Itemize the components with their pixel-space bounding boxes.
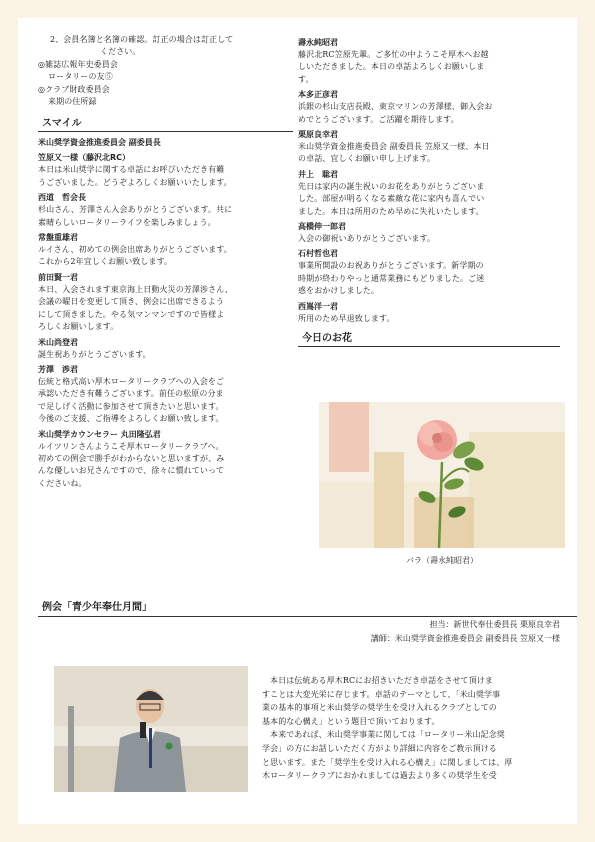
smile-entry-text: めでとうございます。ご活躍を期待します。 <box>298 114 459 124</box>
smile-entry-text: 米山奨学資金推進委員会 副委員長 笠原又一様、本日 <box>298 142 490 152</box>
smile-entry-name: 米山尚登君 <box>38 337 78 347</box>
smile-entry-text: で足しげく活動に参加させて頂きたいと思います。 <box>38 401 224 411</box>
smile-entry-name: 本多正彦君 <box>298 90 338 100</box>
smile-entry-text: うございました。どうぞよろしくお願いいたします。 <box>38 177 232 187</box>
smile-entry-text: 先日は家内の誕生祝いのお花をありがとうございま <box>298 181 485 191</box>
agenda-line: ロータリーの友⑤ <box>48 72 113 82</box>
meeting-line: 本来であれば、米山奨学事業に関しては「ロータリー米山記念奨 <box>270 730 505 740</box>
smile-entry-text: ろしくお願いします。 <box>38 322 119 332</box>
smile-entry-text: ルイさん、初めての例会出席ありがとうございます。 <box>38 245 232 255</box>
smile-entry-name: 西嶌洋一君 <box>298 301 338 311</box>
flower-photo <box>319 402 565 548</box>
agenda-line: ◎クラブ財政委員会 <box>38 84 110 94</box>
agenda-line: 来期の住所録 <box>48 97 97 107</box>
smile-entry-text: んな優しいお兄さんですので、徐々に慣れていって <box>38 466 225 476</box>
meeting-line: 学会」の方にお話しいただく方がより詳細に内容をご教示頂ける <box>262 743 497 753</box>
meeting-line: 本日は伝統ある厚木RCにお招きいただき卓話をさせて頂けま <box>270 676 493 685</box>
agenda-block <box>38 34 293 108</box>
smile-entry-name: 笠原又一様（藤沢北RC） <box>38 153 131 163</box>
smile-entries-right <box>298 36 560 325</box>
meeting-heading: 例会「青少年奉仕月間」 <box>38 596 577 617</box>
smile-entry-name: 常盤重雄君 <box>38 233 78 243</box>
smile-entry-text: にして頂きました。やる気マンマンですので皆様よ <box>38 309 225 319</box>
right-column <box>298 34 560 351</box>
smile-entry-name: 井上 聡君 <box>298 169 338 179</box>
smile-entry-text: 会議の曜日を変更して頂き、例会に出席できるよう <box>38 297 224 307</box>
meeting-in-charge: 担当：新世代奉仕委員長 栗原良幸君 <box>429 620 560 629</box>
meeting-line: すことは大変光栄に存じます。卓話のテーマとして、「米山奨学事 <box>262 689 501 699</box>
speaker-image <box>54 666 248 792</box>
smile-entry-text: の卓話、宜しくお願い申し上げます。 <box>298 154 436 164</box>
smile-entry-text: 本日は米山奨学に関する卓話にお呼びいただき有難 <box>38 165 225 175</box>
smile-entry-text: しいただきました。本日の卓話よろしくお願いしま <box>298 62 485 72</box>
smile-entry-name: 高橋伸一郎君 <box>298 222 346 232</box>
smile-entry-text: 素晴らしいロータリーライフを楽しみましょう。 <box>38 217 216 227</box>
smile-entry-text: 惑をおかけしました。 <box>298 286 379 296</box>
smile-entry-text: 入会の御祝いありがとうございます。 <box>298 234 436 244</box>
smile-entry-text: 所用のため早退致します。 <box>298 313 395 323</box>
smile-entry-name: 米山奨学資金推進委員会 副委員長 <box>38 138 161 148</box>
left-column <box>38 34 293 490</box>
smile-entry-text: 事業所開設のお祝ありがとうございます。新学期の <box>298 261 484 271</box>
smile-entry-text: 承認いただき有難うございます。前任の松原の分ま <box>38 389 224 399</box>
smile-entry-text: 初めての例会で勝手がわからないと思いますが、み <box>38 453 225 463</box>
smile-entry-text: これから2年宜しくお願い致します。 <box>38 257 173 267</box>
flower-caption: バラ（壽永純昭君） <box>406 556 478 565</box>
smile-entry-name: 芳澤 渉君 <box>38 364 78 374</box>
smile-entry-name: 壽永純昭君 <box>298 38 338 47</box>
smile-entry-text: ました。本日は所用のため早めに失礼いたします。 <box>298 206 484 216</box>
smile-entry-text: 今後のご支援、ご指導をよろしくお願い致します。 <box>38 414 224 424</box>
smile-entry-name: 石村哲也君 <box>298 249 338 259</box>
smile-entry-text: 藤沢北RC笠原先輩。ご多忙の中ようこそ厚木へお越 <box>298 50 489 59</box>
smile-entry-text: 浜銀の杉山支店長殿、東京マリンの芳澤様、御入会お <box>298 102 493 112</box>
speaker-photo <box>54 666 248 792</box>
meeting-body <box>262 674 554 783</box>
agenda-line: ください。 <box>100 47 141 57</box>
flower-heading: 今日のお花 <box>298 327 560 347</box>
smile-entry-name: 米山奨学カウンセラー 丸田隆弘君 <box>38 429 161 439</box>
agenda-line: 2、会員名簿と名簿の確認。訂正の場合は訂正して <box>50 35 234 44</box>
smile-entry-text: 杉山さん、芳澤さん入会ありがとうございます。共に <box>38 205 233 215</box>
smile-entries-left <box>38 136 293 490</box>
meeting-speaker: 講師：米山奨学資金推進委員会 副委員長 笠原又一様 <box>370 634 560 643</box>
smile-entry-text: 時期が終わりやっと通常業務にもどりました。ご迷 <box>298 273 485 283</box>
smile-entry-text: 誕生祝ありがとうございます。 <box>38 349 151 359</box>
smile-entry-text: ルイツリンさんようこそ厚木ロータリークラブへ。 <box>38 441 224 451</box>
smile-entry-name: 西道 哲会長 <box>38 193 86 203</box>
page <box>18 18 577 824</box>
smile-entry-text: す。 <box>298 74 314 84</box>
agenda-line: ◎雑誌広報年史委員会 <box>38 59 118 69</box>
meeting-line: 木ロータリークラブにおかれましては過去より多くの奨学生を受 <box>262 771 497 781</box>
smile-entry-text: した。部屋が明るくなる素敵な花に家内も喜んでい <box>298 194 485 204</box>
smile-entry-text: くださいね。 <box>38 478 87 488</box>
smile-entry-text: 本日、入会されます東京海上日動火災の芳澤渉さん、 <box>38 284 233 294</box>
smile-entry-name: 栗原良幸君 <box>298 130 338 140</box>
meeting-line: 基本的な心構え」という題目で頂いております。 <box>262 716 440 726</box>
meeting-line: 業の基本的事項と米山奨学の奨学生を受け入れるクラブとしての <box>262 703 497 713</box>
smile-entry-name: 前田賢一君 <box>38 272 78 282</box>
rose-image <box>319 402 565 548</box>
smile-heading: スマイル <box>38 112 293 132</box>
smile-entry-text: 伝統と格式高い厚木ロータリークラブへの入会をご <box>38 376 225 386</box>
meeting-line: と思います。また「奨学生を受け入れる心構え」に関しましては、厚 <box>262 757 513 767</box>
